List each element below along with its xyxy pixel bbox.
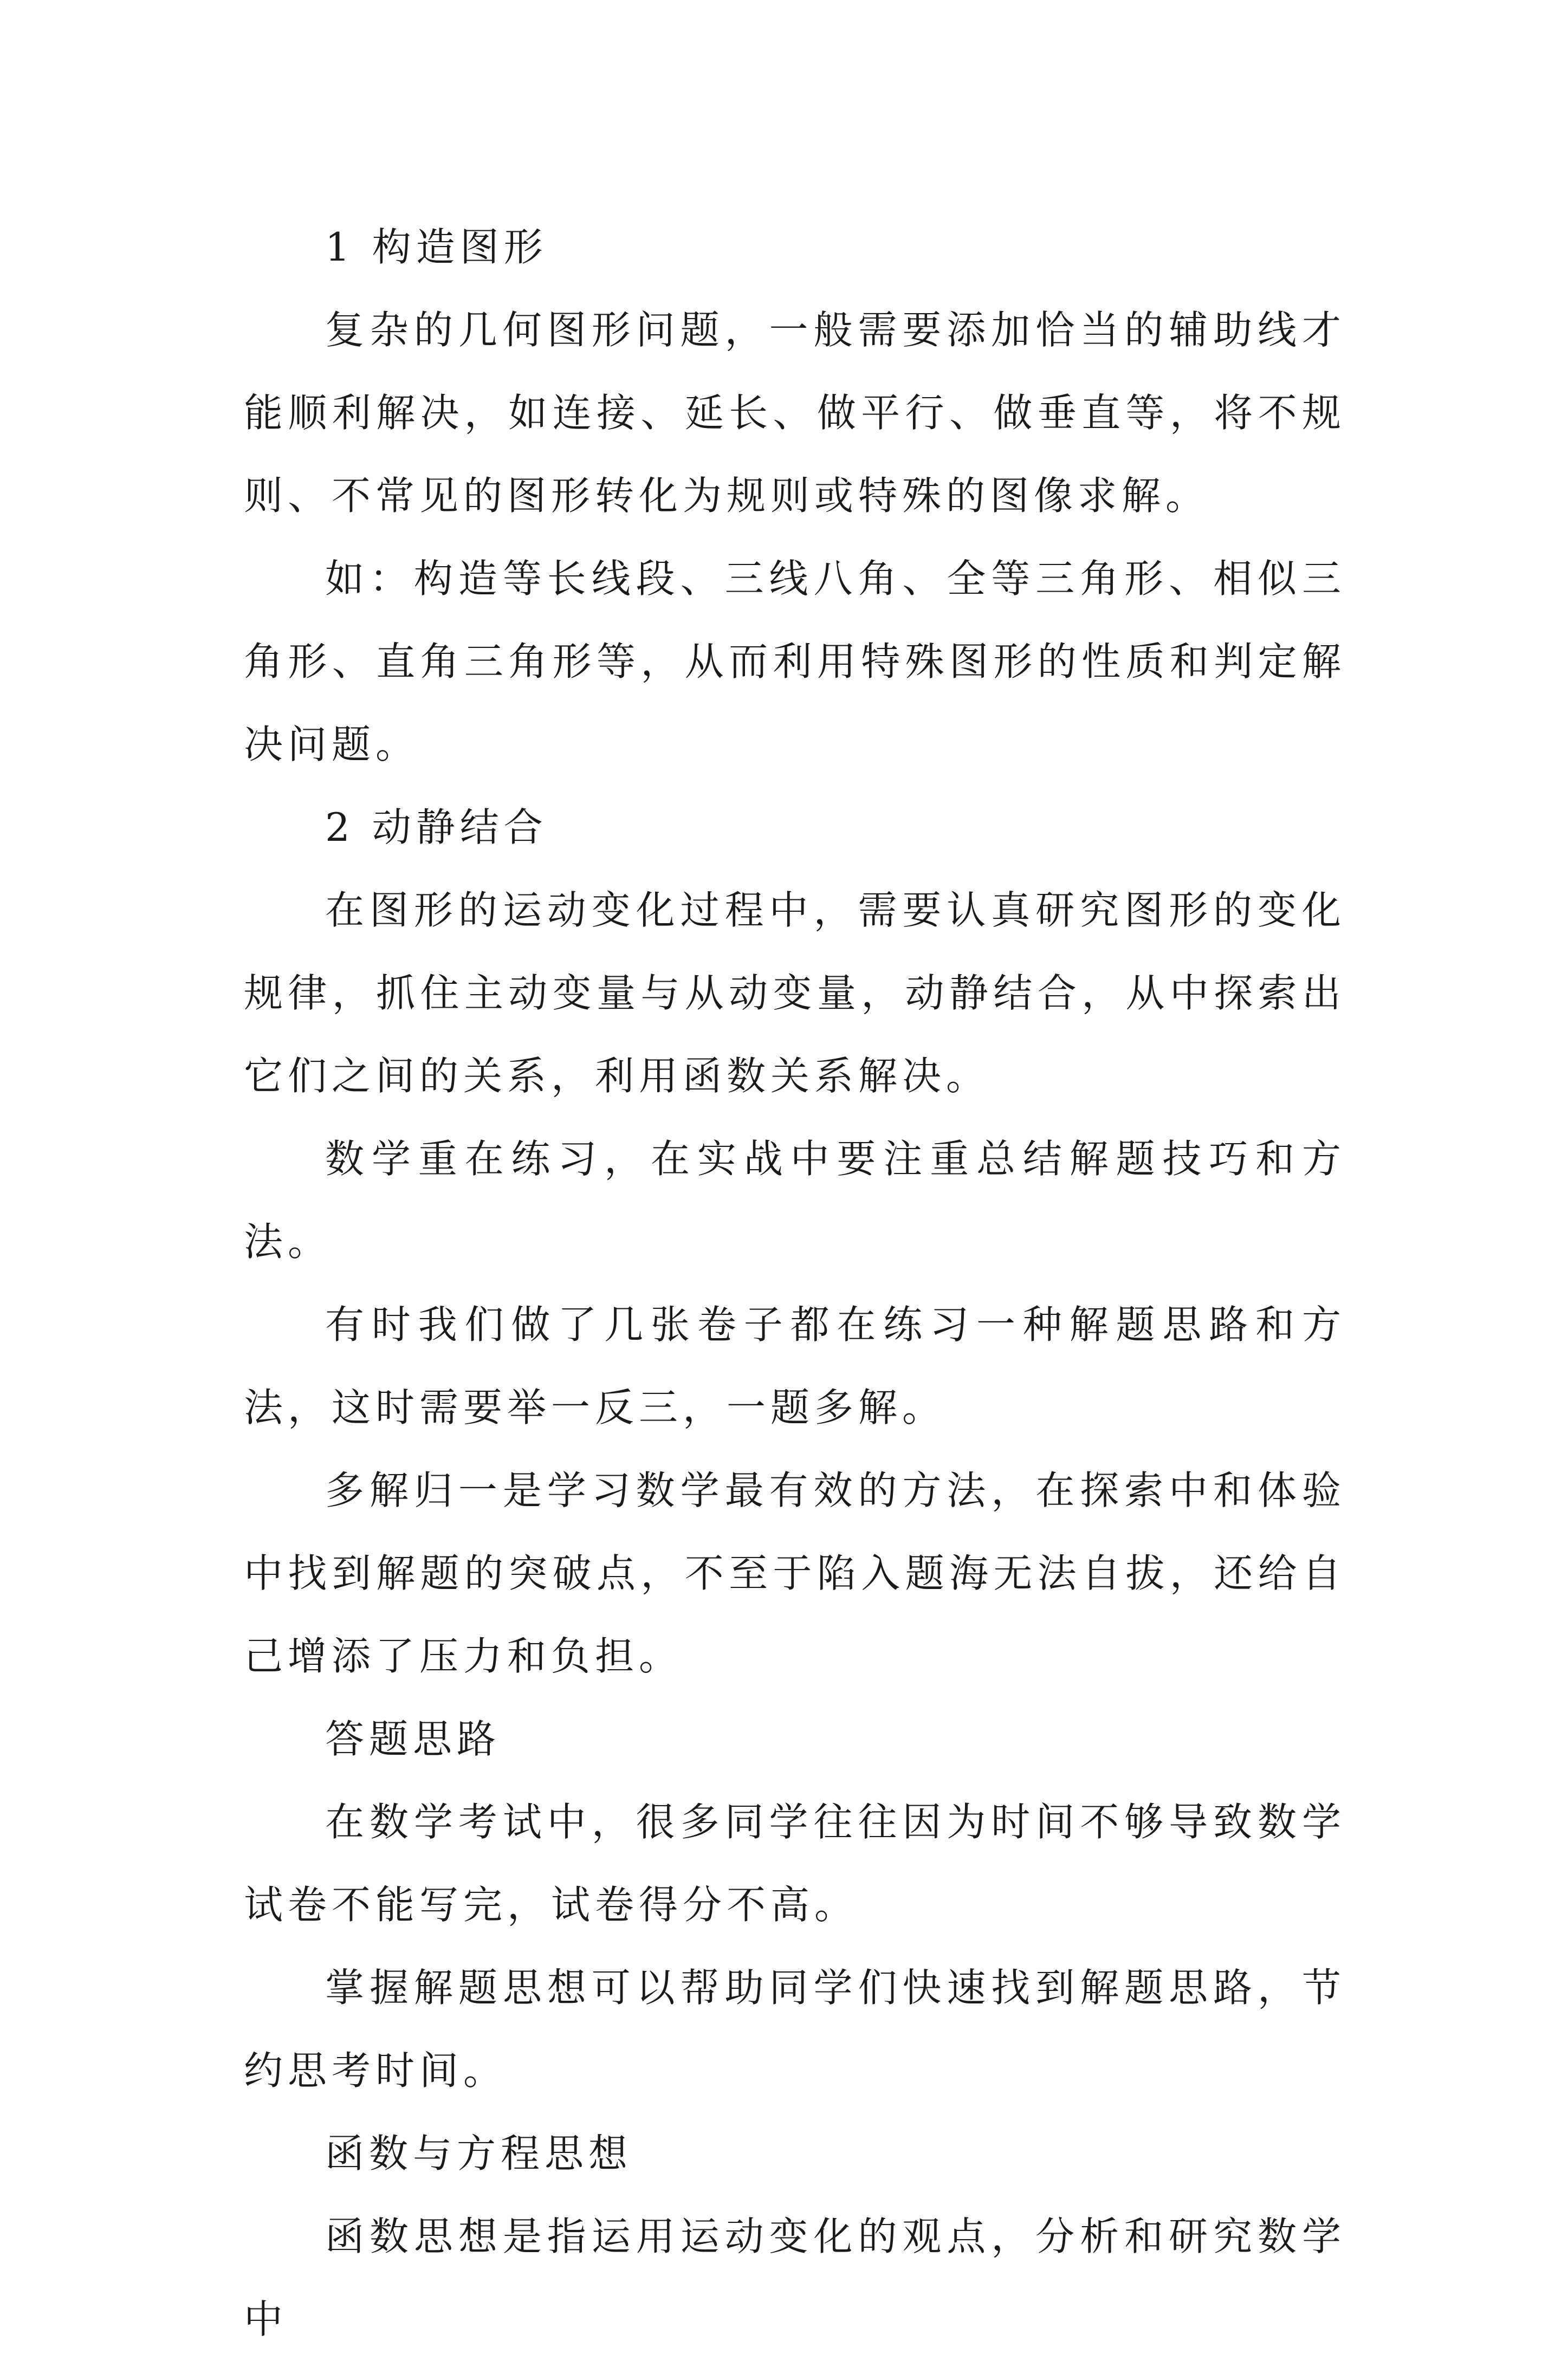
paragraph: 掌握解题思想可以帮助同学们快速找到解题思路，节约思考时间。 [244, 1965, 1346, 2093]
paragraph: 函数思想是指运用运动变化的观点，分析和研究数学中 [244, 2214, 1346, 2342]
paragraph: 数学重在练习，在实战中要注重总结解题技巧和方法。 [244, 1136, 1346, 1264]
paragraph: 在图形的运动变化过程中，需要认真研究图形的变化规律，抓住主动变量与从动变量，动静结合，从中探索出它们之间的关系，利用函数关系解决。 [244, 887, 1346, 1099]
paragraph: 多解归一是学习数学最有效的方法，在探索中和体验中找到解题的突破点，不至于陷入题海无法自拔，还给自己增添了压力和负担。 [244, 1468, 1346, 1679]
section-heading: 2 动静结合 [325, 805, 548, 850]
paragraph: 有时我们做了几张卷子都在练习一种解题思路和方法，这时需要举一反三，一题多解。 [244, 1302, 1346, 1430]
paragraph: 复杂的几何图形问题，一般需要添加恰当的辅助线才能顺利解决，如连接、延长、做平行、做垂直等，将不规则、不常见的图形转化为规则或特殊的图像求解。 [244, 307, 1346, 518]
section-heading: 答题思路 [325, 1716, 501, 1762]
paragraph: 如：构造等长线段、三线八角、全等三角形、相似三角形、直角三角形等，从而利用特殊图形的性质和判定解决问题。 [244, 556, 1346, 767]
paragraph: 在数学考试中，很多同学往往因为时间不够导致数学试卷不能写完，试卷得分不高。 [244, 1799, 1346, 1928]
section-heading: 1 构造图形 [325, 224, 548, 270]
document-body [244, 206, 1346, 2361]
section-heading: 函数与方程思想 [325, 2131, 633, 2176]
